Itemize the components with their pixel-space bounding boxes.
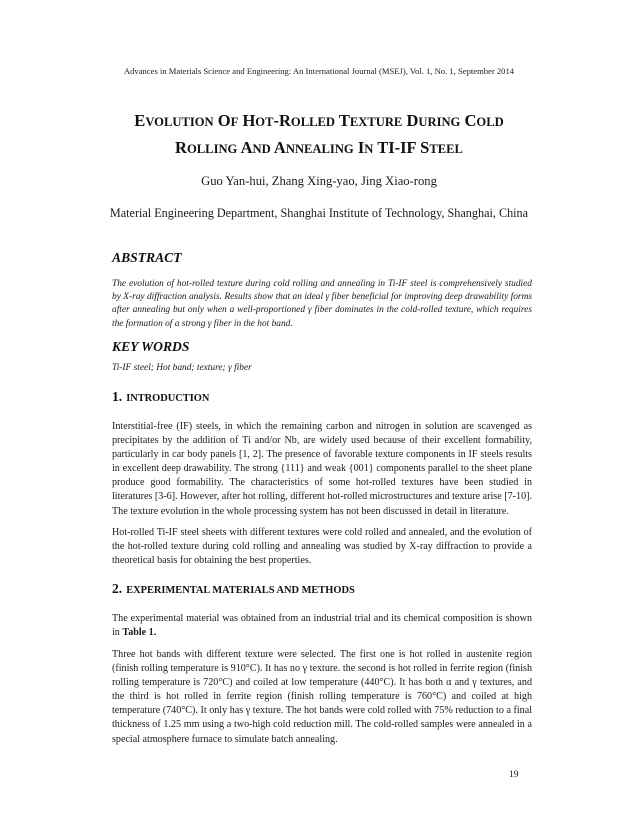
section-title: EXPERIMENTAL MATERIALS AND METHODS bbox=[126, 585, 355, 596]
title-line-2: ROLLING AND ANNEALING IN TI-IF STEEL bbox=[175, 138, 463, 157]
authors: Guo Yan-hui, Zhang Xing-yao, Jing Xiao-rong bbox=[201, 174, 437, 188]
introduction-paragraph-1: Interstitial-free (IF) steels, in which the remaining carbon and nitrogen in solution are scavenged as precipitates by the addition of Ti and/or Nb, are widely used because of their excellent formability, particularly in car body panels [1, 2]. The presence of favorable texture components in IF steels results in excellent deep drawability. The strong {111} and weak {001} components parallel to the sheet plane produce good formability. The characteristics of some hot-rolled textures have been studied in literatures [3-6]. However, after hot rolling, different hot-rolled microstructures and texture arise [7-10]. The texture evolution in the whole processing system has not been discussed in detail in literature. bbox=[112, 421, 532, 517]
paper-title bbox=[60, 108, 578, 162]
introduction-paragraph-2: Hot-rolled Ti-IF steel sheets with different textures were cold rolled and annealed, and the evolution of the hot-rolled texture during cold rolling and annealing was studied by X-ray diffraction to provide a theoretical basis for obtaining the best properties. bbox=[112, 527, 532, 567]
keywords-heading: KEY WORDS bbox=[112, 339, 190, 354]
experimental-heading bbox=[112, 580, 355, 598]
abstract-heading: ABSTRACT bbox=[112, 250, 182, 265]
introduction-heading bbox=[112, 388, 209, 406]
section-number: 2. bbox=[112, 581, 123, 596]
section-title: INTRODUCTION bbox=[126, 393, 210, 404]
affiliation: Material Engineering Department, Shanghai Institute of Technology, Shanghai, China bbox=[109, 206, 529, 220]
abstract-text: The evolution of hot-rolled texture during cold rolling and annealing in Ti-IF steel is comprehensively studied by X-ray diffraction analysis. Results show that an ideal γ fiber beneficial for improving deep drawability forms after annealing but only when a well-proportioned γ fiber dominates in the cold-rolled texture, which requires the formation of a strong γ fiber in the hot band. bbox=[112, 279, 532, 329]
experimental-paragraph-2: Three hot bands with different texture were selected. The first one is hot rolled in austenite region (finish rolling temperature is 910°C). It has no γ texture. the second is hot rolled in ferrite region (finish rolling temperature is 720°C) and coiled at low temperature (440°C). It has both α and γ textures, and the third is hot rolled in ferrite region (finish rolling temperature is 760°C) and coiled at high temperature (740°C). It only has γ texture. The hot bands were cold rolled with 75% reduction to a final thickness of 1.25 mm using a two-high cold reduction mill. The cold-rolled samples were annealed in a special atmosphere furnace to simulate batch annealing. bbox=[112, 649, 532, 745]
page-number: 19 bbox=[509, 769, 519, 780]
keywords-text: Ti-IF steel; Hot band; texture; γ fiber bbox=[112, 363, 252, 373]
section-number: 1. bbox=[112, 389, 123, 404]
title-line-1: EVOLUTION OF HOT-ROLLED TEXTURE DURING COLD bbox=[134, 111, 504, 130]
table-reference: Table 1. bbox=[122, 627, 157, 639]
journal-header: Advances in Materials Science and Engineering: An International Journal (MSEJ), Vol. 1, No. 1, September 2014 bbox=[123, 66, 515, 76]
experimental-paragraph-1: The experimental material was obtained from an industrial trial and its chemical composition is shown in Table 1. bbox=[112, 613, 532, 639]
